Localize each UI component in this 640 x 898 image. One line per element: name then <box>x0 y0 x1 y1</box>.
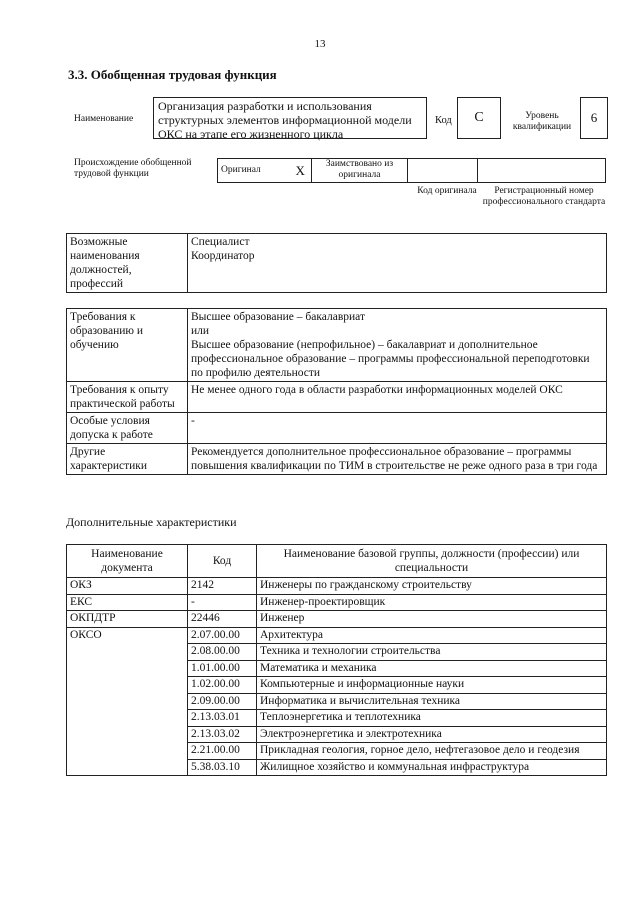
requirement-value: Высшее образование – бакалавриат или Высшее образование (непрофильное) – бакалавриат и дополнительное профессиональное образование – программы профессиональной переподготовки по профилю деятельности <box>188 309 607 382</box>
requirement-label: Особые условия допуска к работе <box>67 413 188 444</box>
table-row <box>67 382 607 413</box>
doc-cell: ОКСО <box>67 627 188 776</box>
name-cell: Техника и технологии строительства <box>257 644 607 661</box>
level-value-box: 6 <box>580 97 608 139</box>
name-label: Наименование <box>74 114 134 124</box>
table-row <box>67 444 607 475</box>
doc-cell: ЕКС <box>67 594 188 611</box>
doc-cell: ОКПДТР <box>67 611 188 628</box>
name-cell: Математика и механика <box>257 660 607 677</box>
table-row <box>67 413 607 444</box>
origin-label: Происхождение обобщенной трудовой функции <box>74 158 192 179</box>
requirements-table <box>66 308 607 475</box>
table-row <box>67 309 607 382</box>
code-value-box: C <box>457 97 501 139</box>
table-row <box>67 578 607 595</box>
code-cell: 2142 <box>188 578 257 595</box>
name-cell: Компьютерные и информационные науки <box>257 677 607 694</box>
name-cell: Архитектура <box>257 627 607 644</box>
table-row <box>67 627 607 644</box>
name-cell: Теплоэнергетика и теплотехника <box>257 710 607 727</box>
code-original-caption: Код оригинала <box>417 186 477 196</box>
table-header-row <box>67 545 607 578</box>
requirement-label: Другие характеристики <box>67 444 188 475</box>
name-cell: Прикладная геология, горное дело, нефтегазовое дело и геодезия <box>257 743 607 760</box>
code-cell: 1.01.00.00 <box>188 660 257 677</box>
name-cell: Информатика и вычислительная техника <box>257 693 607 710</box>
origin-table <box>217 158 606 183</box>
reg-number-cell <box>478 159 606 183</box>
code-cell: 22446 <box>188 611 257 628</box>
name-cell: Инженер-проектировщик <box>257 594 607 611</box>
positions-value: Специалист Координатор <box>188 234 607 293</box>
name-cell: Инженеры по гражданскому строительству <box>257 578 607 595</box>
positions-label: Возможные наименования должностей, профессий <box>67 234 188 293</box>
borrowed-label: Заимствовано из оригинала <box>312 159 408 183</box>
name-cell: Жилищное хозяйство и коммунальная инфраструктура <box>257 759 607 776</box>
code-cell: 5.38.03.10 <box>188 759 257 776</box>
name-cell: Инженер <box>257 611 607 628</box>
section-title: 3.3. Обобщенная трудовая функция <box>68 67 277 82</box>
requirement-label: Требования к образованию и обучению <box>67 309 188 382</box>
code-cell: 2.09.00.00 <box>188 693 257 710</box>
code-cell: 2.21.00.00 <box>188 743 257 760</box>
function-name-box: Организация разработки и использования структурных элементов информационной модели ОКС на этапе его жизненного цикла <box>153 97 427 139</box>
header-code: Код <box>188 545 257 578</box>
code-cell: 2.13.03.02 <box>188 726 257 743</box>
code-cell: 2.13.03.01 <box>188 710 257 727</box>
doc-cell: ОКЗ <box>67 578 188 595</box>
code-original-cell <box>408 159 478 183</box>
code-cell: 2.08.00.00 <box>188 644 257 661</box>
requirement-value: Не менее одного года в области разработки информационных моделей ОКС <box>188 382 607 413</box>
additional-table <box>66 544 607 776</box>
header-name: Наименование базовой группы, должности (профессии) или специальности <box>257 545 607 578</box>
original-label: Оригинал <box>218 159 290 183</box>
code-cell: - <box>188 594 257 611</box>
level-label: Уровень квалификации <box>512 111 572 132</box>
reg-number-caption: Регистрационный номер профессионального стандарта <box>482 186 606 207</box>
code-cell: 1.02.00.00 <box>188 677 257 694</box>
additional-title: Дополнительные характеристики <box>66 515 237 529</box>
name-cell: Электроэнергетика и электротехника <box>257 726 607 743</box>
header-document: Наименование документа <box>67 545 188 578</box>
requirement-value: - <box>188 413 607 444</box>
code-label: Код <box>435 115 452 126</box>
page-number: 13 <box>314 38 326 50</box>
requirement-value: Рекомендуется дополнительное профессиональное образование – программы повышения квалификации по ТИМ в строительстве не реже одного раза в три года <box>188 444 607 475</box>
requirement-label: Требования к опыту практической работы <box>67 382 188 413</box>
table-row <box>67 594 607 611</box>
table-row <box>67 611 607 628</box>
positions-table <box>66 233 607 293</box>
code-cell: 2.07.00.00 <box>188 627 257 644</box>
original-mark: X <box>290 159 312 183</box>
